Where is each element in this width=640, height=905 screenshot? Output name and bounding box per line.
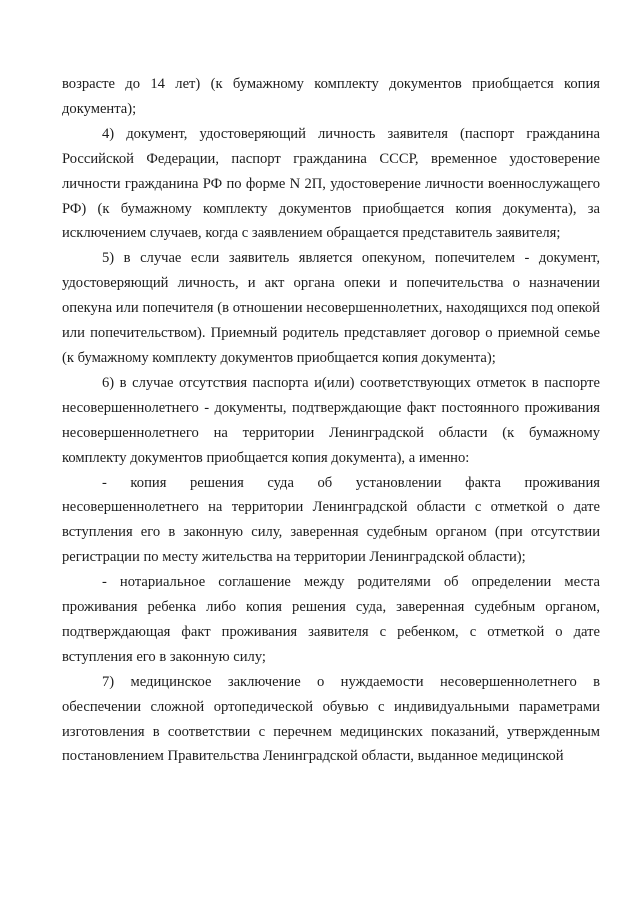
paragraph-item-5: 5) в случае если заявитель является опекуном, попечителем - документ, удостоверяющий личность, и акт органа опеки и попечительства о назначении опекуна или попечителя (в отношении несовершеннолетних, находящихся под опекой или попечительством). Приемный родитель представляет договор о приемной семье (к бумажному комплекту документов приобщается копия документа); [62,250,600,366]
document-body [62,72,600,769]
paragraph-dash-notarial-agreement: - нотариальное соглашение между родителями об определении места проживания ребенка либо копия решения суда, заверенная судебным органом, подтверждающая факт проживания заявителя с ребенком, с отметкой о дате вступления его в законную силу; [62,574,600,665]
paragraph-dash-court-decision: - копия решения суда об установлении факта проживания несовершеннолетнего на территории Ленинградской области с отметкой о дате вступления его в законную силу, заверенная судебным органом (при отсутствии регистрации по месту жительства на территории Ленинградской области); [62,474,600,566]
paragraph-continuation: возрасте до 14 лет) (к бумажному комплекту документов приобщается копия документа); [62,76,600,117]
paragraph-item-6: 6) в случае отсутствия паспорта и(или) соответствующих отметок в паспорте несовершеннолетнего - документы, подтверждающие факт постоянного проживания несовершеннолетнего на территории Ленинградской области (к бумажному комплекту документов приобщается копия документа), а именно: [62,374,600,466]
paragraph-item-7: 7) медицинское заключение о нуждаемости несовершеннолетнего в обеспечении сложной ортопедической обувью с индивидуальными параметрами изготовления в соответствии с перечнем медицинских показаний, утвержденным постановлением Правительства Ленинградской области, выданное медицинской [62,673,600,765]
paragraph-item-4: 4) документ, удостоверяющий личность заявителя (паспорт гражданина Российской Федерации, паспорт гражданина СССР, временное удостоверение личности гражданина РФ по форме N 2П, удостоверение личности военнослужащего РФ) (к бумажному комплекту документов приобщается копия документа), за исключением случаев, когда с заявлением обращается представитель заявителя; [62,125,600,242]
